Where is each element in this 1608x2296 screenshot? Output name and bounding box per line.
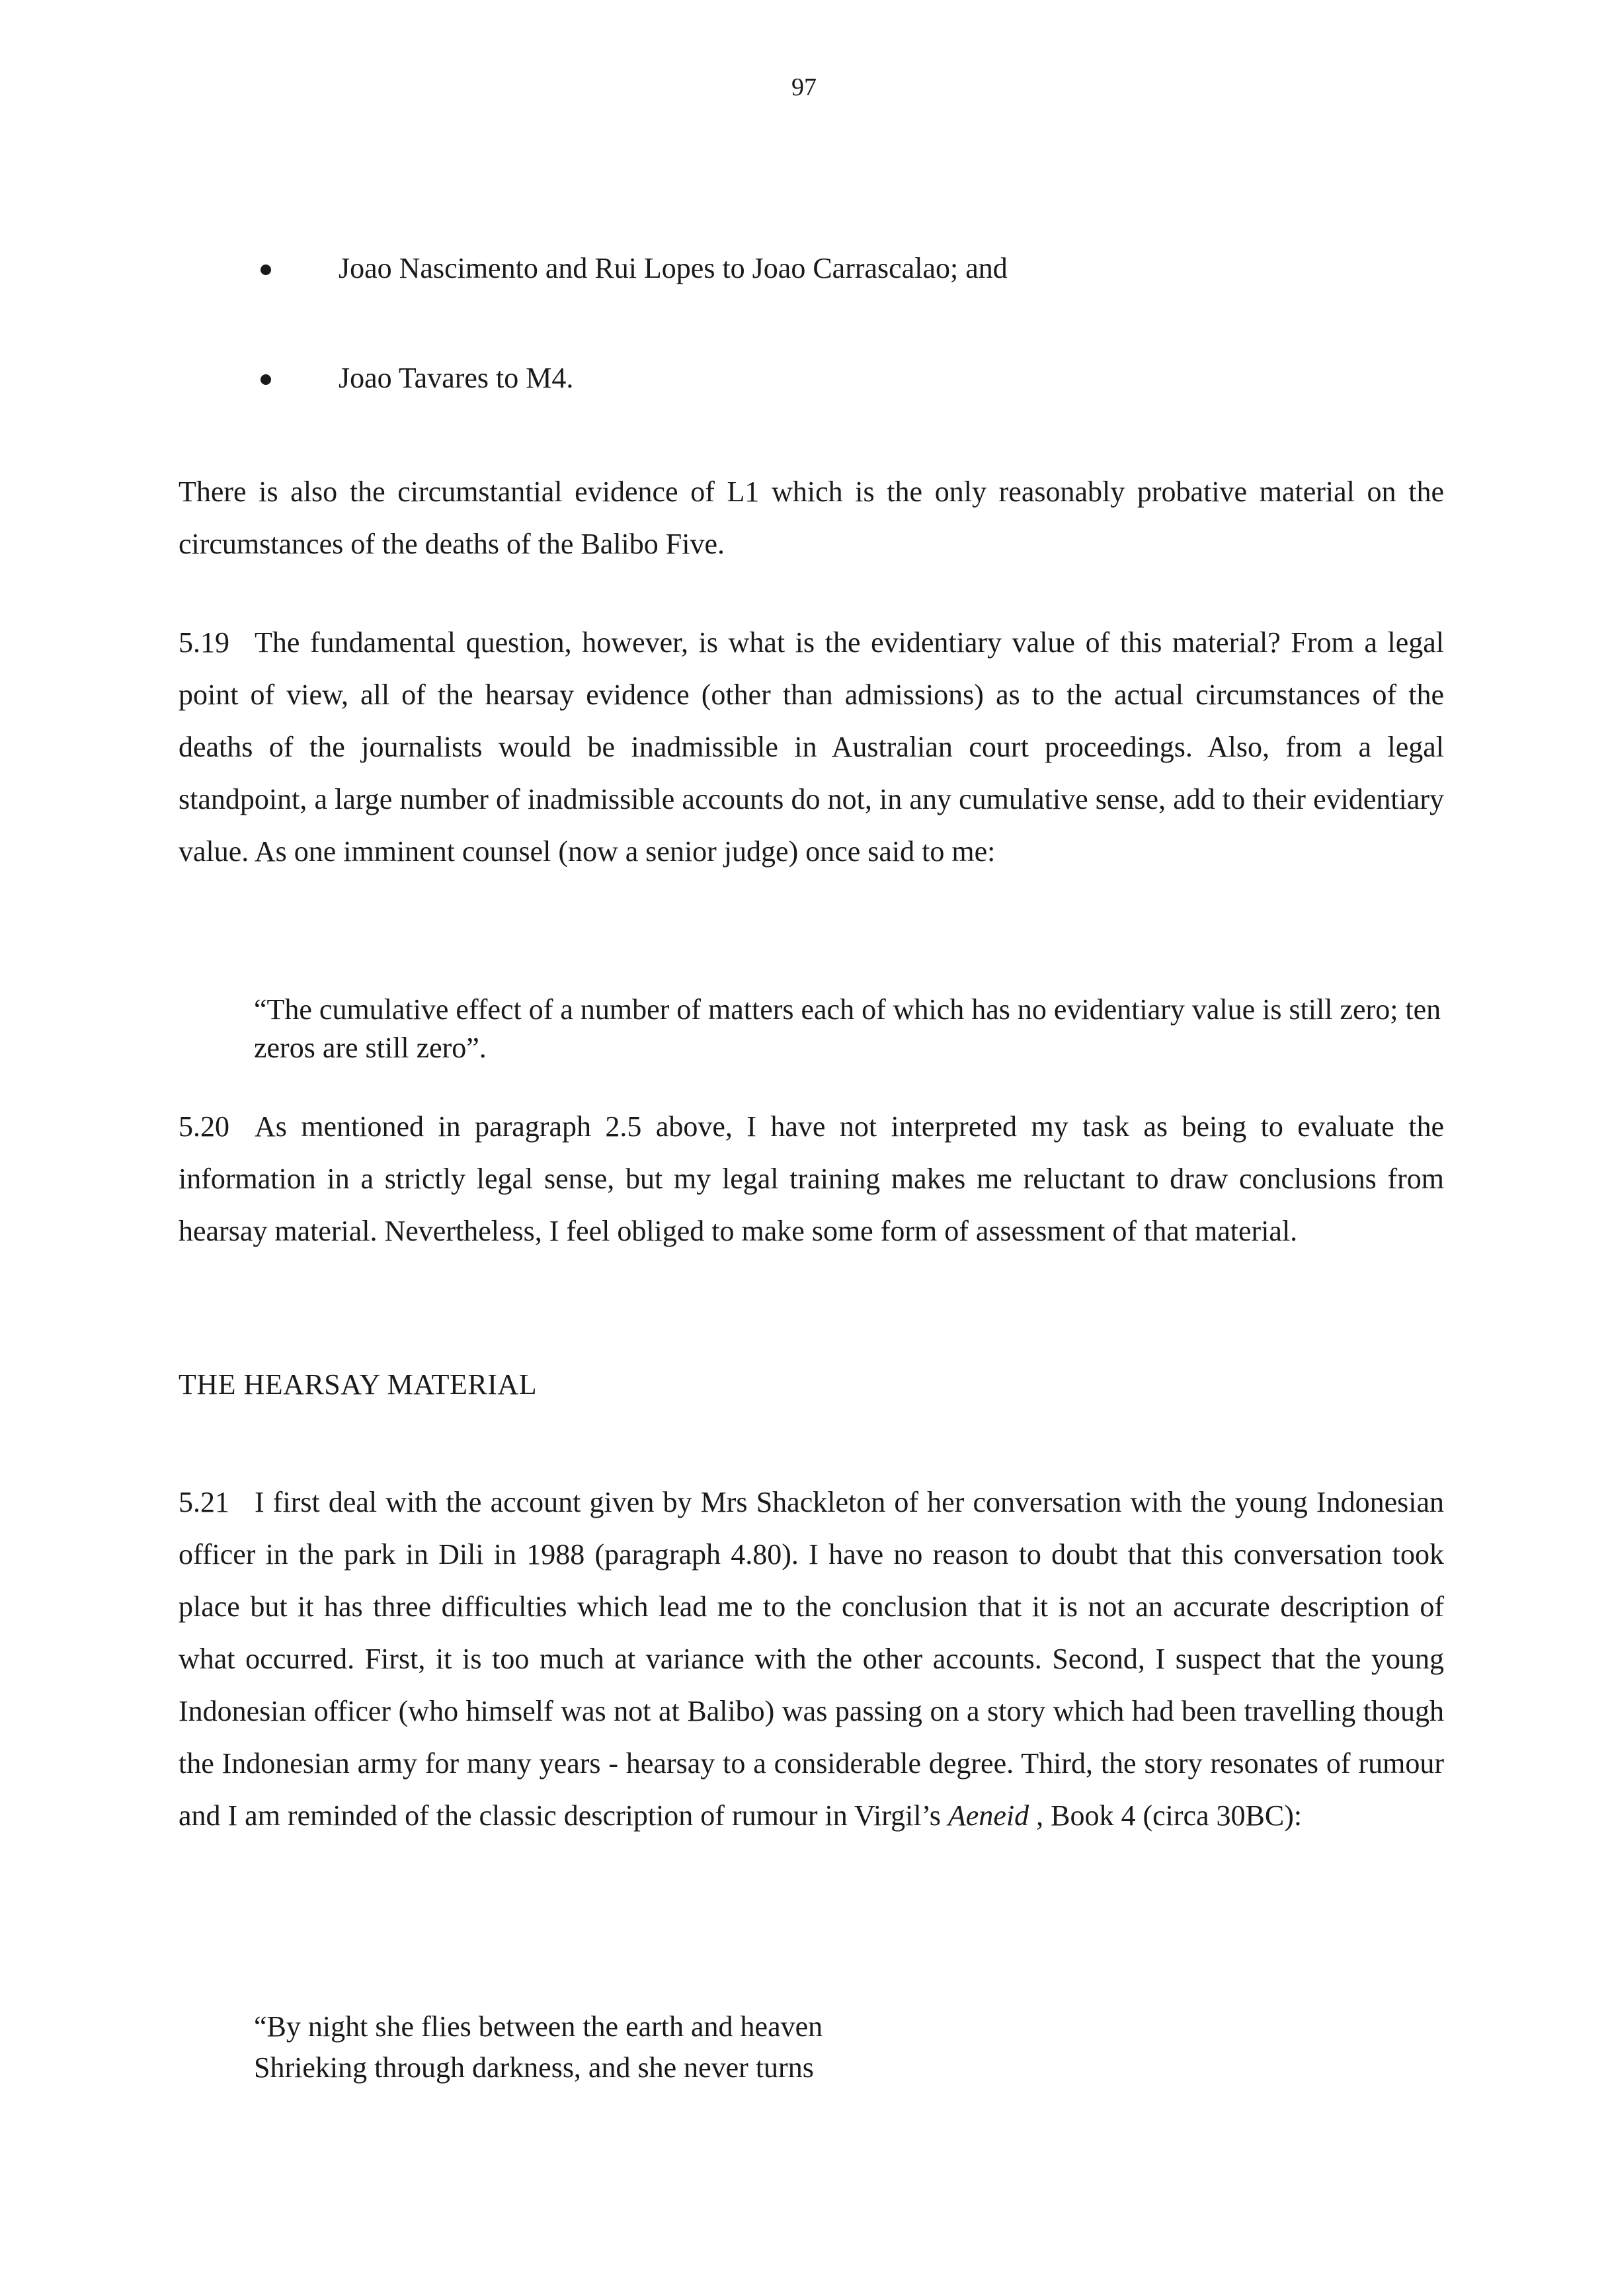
paragraph-5-19 [179,616,1444,878]
paragraph-number: 5.19 [179,626,229,659]
paragraph-text: , Book 4 (circa 30BC): [1029,1799,1303,1832]
poem-quote [254,2006,823,2088]
paragraph-5-21 [179,1476,1444,1842]
paragraph-text: As mentioned in paragraph 2.5 above, I have not interpreted my task as being to evaluate the information in a strictly legal sense, but my legal training makes me reluctant to draw conclusions from hearsay material. Nevertheless, I feel obliged to make some form of assessment of that material. [179,1110,1444,1247]
bullet-icon [261,374,271,385]
bullet-text: Joao Tavares to M4. [339,362,574,394]
paragraph-5-20 [179,1100,1444,1257]
bullet-text: Joao Nascimento and Rui Lopes to Joao Carrascalao; and [339,252,1008,284]
page-number: 97 [791,73,817,101]
paragraph-number: 5.21 [179,1486,229,1518]
bullet-icon [261,265,271,275]
poem-line: “By night she flies between the earth and heaven [254,2010,823,2043]
book-title: Aeneid [947,1799,1029,1832]
paragraph-text: The fundamental question, however, is what is the evidentiary value of this material? From a legal point of view, all of the hearsay evidence (other than admissions) as to the actual circumstances of the deaths of the journalists would be inadmissible in Australian court proceedings. Also, from a legal standpoint, a large number of inadmissible accounts do not, in any cumulative sense, add to their evidentiary value. As one imminent counsel (now a senior judge) once said to me: [179,626,1444,868]
paragraph-number: 5.20 [179,1110,229,1143]
paragraph-text: I first deal with the account given by Mrs Shackleton of her conversation with the young Indonesian officer in the park in Dili in 1988 (paragraph 4.80). I have no reason to doubt that this conversation took place but it has three difficulties which lead me to the conclusion that it is not an accurate description of what occurred. First, it is too much at variance with the other accounts. Second, I suspect that the young Indonesian officer (who himself was not at Balibo) was passing on a story which had been travelling though the Indonesian army for many years - hearsay to a considerable degree. Third, the story resonates of rumour and I am reminded of the classic description of rumour in Virgil’s [179,1486,1444,1832]
paragraph-intro: There is also the circumstantial evidence of L1 which is the only reasonably probative material on the circumstances of the deaths of the Balibo Five. [179,475,1444,560]
section-heading: THE HEARSAY MATERIAL [179,1368,538,1401]
poem-line: Shrieking through darkness, and she never turns [254,2051,814,2084]
block-quote: “The cumulative effect of a number of matters each of which has no evidentiary value is still zero; ten zeros are still zero”. [254,993,1441,1064]
